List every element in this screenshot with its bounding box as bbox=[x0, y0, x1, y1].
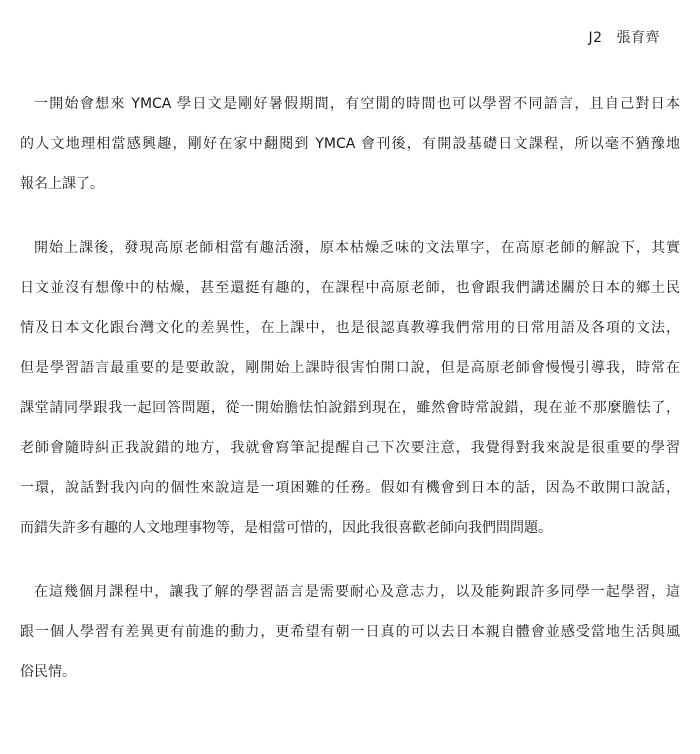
text-line: 日文並沒有想像中的枯燥，甚至還挺有趣的，在課程中高原老師，也會跟我們講述關於日本的鄉土民 bbox=[20, 280, 680, 296]
paragraph-2 bbox=[20, 234, 680, 554]
text-line: 但是學習語言最重要的是要敢說，剛開始上課時很害怕開口說，但是高原老師會慢慢引導我，時常在 bbox=[20, 360, 680, 376]
text-line: 在這幾個月課程中，讓我了解的學習語言是需要耐心及意志力，以及能夠跟許多同學一起學習，這 bbox=[34, 584, 680, 600]
paragraph-1 bbox=[20, 90, 680, 210]
text-line: 老師會隨時糾正我說錯的地方，我就會寫筆記提醒自己下次要注意，我覺得對我來說是很重要的學習 bbox=[20, 440, 680, 456]
text-line: 課堂請同學跟我一起回答問題，從一開始膽怯怕說錯到現在，雖然會時常說錯，現在並不那麼膽怯了， bbox=[20, 400, 680, 416]
text-line: 跟一個人學習有差異更有前進的動力，更希望有朝一日真的可以去日本親自體會並感受當地生活與風 bbox=[20, 624, 680, 640]
author-name: 張育齊 bbox=[616, 30, 660, 46]
text-line: 報名上課了。 bbox=[20, 176, 104, 192]
text-line: 一開始會想來 YMCA 學日文是剛好暑假期間，有空閒的時間也可以學習不同語言，且自己對日本 bbox=[34, 96, 680, 112]
essay-body bbox=[20, 90, 680, 698]
paragraph-3 bbox=[20, 578, 680, 698]
text-line: 的人文地理相當感興趣，剛好在家中翻閱到 YMCA 會刊後，有開設基礎日文課程，所以毫不猶豫地 bbox=[20, 136, 680, 152]
author-line bbox=[588, 28, 660, 48]
class-label: J2 bbox=[588, 30, 603, 46]
text-line: 俗民情。 bbox=[20, 664, 76, 680]
text-line: 一環，說話對我內向的個性來說這是一項困難的任務。假如有機會到日本的話，因為不敢開口說話， bbox=[20, 480, 680, 496]
text-line: 情及日本文化跟台灣文化的差異性，在上課中，也是很認真教導我們常用的日常用語及各項的文法， bbox=[20, 320, 680, 336]
text-line: 而錯失許多有趣的人文地理事物等，是相當可惜的，因此我很喜歡老師向我們問問題。 bbox=[20, 520, 552, 536]
text-line: 開始上課後，發現高原老師相當有趣活潑，原本枯燥乏味的文法單字，在高原老師的解說下，其實 bbox=[34, 240, 680, 256]
